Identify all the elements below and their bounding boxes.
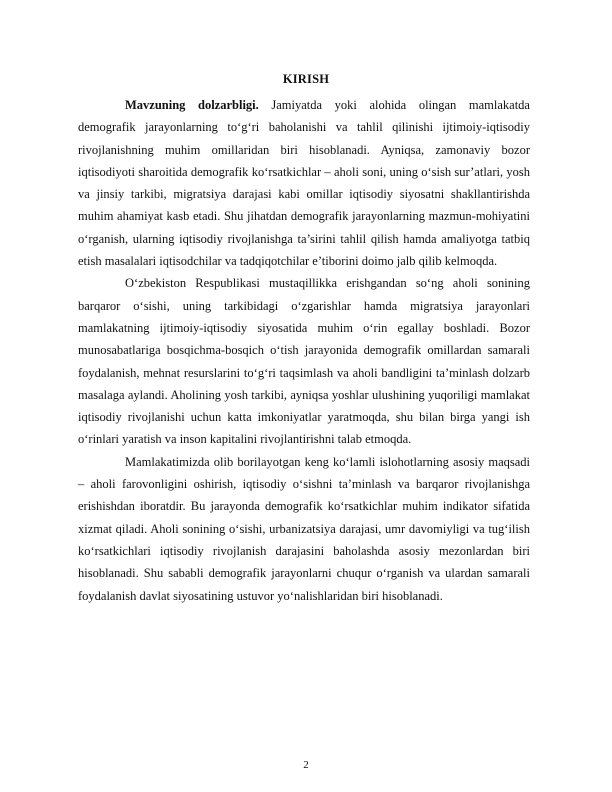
paragraph-text: Jamiyatda yoki alohida olingan mamlakatda demografik jarayonlarning to‘g‘ri baholanishi va tahlil qilinishi ijtimoiy-iqtisodiy rivojlanishning muhim omillaridan biri hisoblanadi. Ayniqsa, zamonaviy bozor iqtisodiyoti sharoitida demografik ko‘rsatkichlar – aholi soni, uning o‘sish sur’atlari, yosh va jinsiy tarkibi, migratsiya darajasi kabi omillar iqtisodiy siyosatni shakllantirishda muhim ahamiyat kasb etadi. Shu jihatdan demografik jarayonlarning mazmun-mohiyatini o‘rganish, ularning iqtisodiy rivojlanishga ta’sirini tahlil qilish hamda amaliyotga tatbiq etish masalalari iqtisodchilar va tadqiqotchilar e’tiborini doimo jalb qilib kelmoqda. (78, 98, 530, 269)
paragraph-lead: Mavzuning dolzarbligi. (125, 98, 259, 112)
paragraph-2 (78, 272, 530, 450)
paragraph-text: O‘zbekiston Respublikasi mustaqillikka erishgandan so‘ng aholi sonining barqaror o‘sishi, uning tarkibidagi o‘zgarishlar hamda migratsiya jarayonlari mamlakatning ijtimoiy-iqtisodiy siyosatida muhim o‘rin egallay boshladi. Bozor munosabatlariga bosqichma-bosqich o‘tish jarayonida demografik omillardan samarali foydalanish, mehnat resurslarini to‘g‘ri taqsimlash va aholi bandligini ta’minlash dolzarb masalaga aylandi. Aholining yosh tarkibi, ayniqsa yoshlar ulushining yuqoriligi mamlakat iqtisodiy rivojlanishi uchun katta imkoniyatlar yaratmoqda, shu bilan birga yangi ish o‘rinlari yaratish va inson kapitalini rivojlantirishni talab etmoqda. (78, 276, 530, 447)
paragraph-3 (78, 451, 530, 607)
paragraph-1 (78, 94, 530, 272)
page-number: 2 (303, 759, 309, 771)
page-title: KIRISH (282, 72, 330, 86)
paragraph-text: Mamlakatimizda olib borilayotgan keng ko‘lamli islohotlarning asosiy maqsadi – aholi farovonligini oshirish, iqtisodiy o‘sishni ta’minlash va barqaror rivojlanishga erishishdan iboratdir. Bu jarayonda demografik ko‘rsatkichlar muhim indikator sifatida xizmat qiladi. Aholi sonining o‘sishi, urbanizatsiya darajasi, umr davomiyligi va tug‘ilish ko‘rsatkichlari iqtisodiy rivojlanish darajasini baholashda asosiy mezonlardan biri hisoblanadi. Shu sababli demografik jarayonlarni chuqur o‘rganish va ulardan samarali foydalanish davlat siyosatining ustuvor yo‘nalishlaridan biri hisoblanadi. (78, 454, 530, 603)
body-text (78, 94, 530, 607)
